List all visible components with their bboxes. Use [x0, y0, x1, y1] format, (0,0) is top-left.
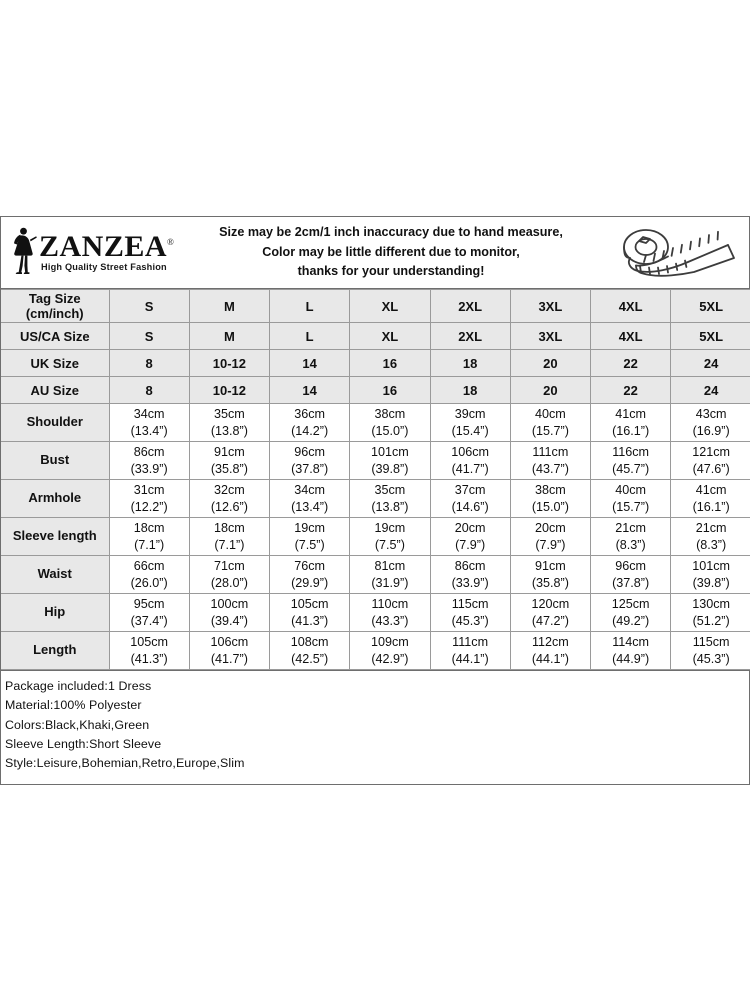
- value-cm: 101cm: [370, 445, 409, 460]
- value-inch: (12.2”): [130, 499, 168, 514]
- row-label-au-size: AU Size: [1, 377, 109, 404]
- measuring-tape-icon: [599, 225, 749, 281]
- cell: [189, 632, 269, 670]
- cell: [270, 442, 350, 480]
- value-cm: 101cm: [692, 559, 731, 574]
- value-inch: (7.9”): [455, 537, 486, 552]
- table-row: [1, 323, 750, 350]
- cell: 22: [591, 350, 671, 377]
- product-description: [1, 670, 749, 784]
- value-cm: 95cm: [133, 597, 165, 612]
- cell: [671, 518, 750, 556]
- size-table: [1, 289, 750, 670]
- cell: [671, 442, 750, 480]
- description-line-sleeve: Sleeve Length:Short Sleeve: [5, 737, 162, 752]
- cell: M: [189, 290, 269, 323]
- value-cm: 76cm: [294, 559, 326, 574]
- woman-silhouette-icon: [9, 225, 37, 280]
- value-cm: 125cm: [611, 597, 650, 612]
- table-row: [1, 518, 750, 556]
- value-inch: (39.4”): [210, 613, 248, 628]
- cell: [671, 594, 750, 632]
- cell: [510, 594, 590, 632]
- measurement-notice: [173, 223, 599, 282]
- cell: [430, 632, 510, 670]
- value-inch: (29.9”): [291, 575, 329, 590]
- cell: [591, 442, 671, 480]
- cell: 5XL: [671, 323, 750, 350]
- table-row: [1, 480, 750, 518]
- cell: [270, 556, 350, 594]
- value-inch: (14.2”): [291, 423, 329, 438]
- cell: [430, 480, 510, 518]
- row-label-us-ca-size: US/CA Size: [1, 323, 109, 350]
- row-label-armhole: Armhole: [1, 480, 109, 518]
- value-inch: (44.1”): [531, 651, 569, 666]
- value-cm: 32cm: [213, 483, 245, 498]
- cell: L: [270, 323, 350, 350]
- brand-tagline: High Quality Street Fashion: [41, 262, 167, 273]
- cell: [270, 594, 350, 632]
- value-cm: 106cm: [451, 445, 490, 460]
- value-inch: (42.5”): [291, 651, 329, 666]
- value-inch: (41.3”): [130, 651, 168, 666]
- notice-line-3: thanks for your understanding!: [297, 264, 485, 279]
- cell: [671, 404, 750, 442]
- row-label-sub: (cm/inch): [25, 306, 84, 321]
- value-cm: 21cm: [615, 521, 647, 536]
- value-cm: 96cm: [615, 559, 647, 574]
- value-cm: 41cm: [615, 407, 647, 422]
- value-inch: (14.6”): [451, 499, 489, 514]
- cell: 18: [430, 350, 510, 377]
- value-cm: 41cm: [695, 483, 727, 498]
- description-line-colors: Colors:Black,Khaki,Green: [5, 717, 150, 732]
- cell: [270, 632, 350, 670]
- notice-line-1: Size may be 2cm/1 inch inaccuracy due to hand measure,: [219, 225, 563, 240]
- cell: [350, 404, 430, 442]
- value-inch: (35.8”): [531, 575, 569, 590]
- size-table-body: [1, 290, 750, 670]
- value-cm: 130cm: [692, 597, 731, 612]
- cell: XL: [350, 323, 430, 350]
- value-cm: 20cm: [534, 521, 566, 536]
- value-inch: (43.3”): [371, 613, 409, 628]
- value-inch: (15.4”): [451, 423, 489, 438]
- value-inch: (39.8”): [692, 575, 730, 590]
- brand-logo: [1, 225, 173, 280]
- cell: [109, 518, 189, 556]
- value-inch: (15.7”): [531, 423, 569, 438]
- chart-banner: [1, 217, 749, 289]
- cell: [510, 404, 590, 442]
- value-inch: (13.4”): [130, 423, 168, 438]
- value-cm: 31cm: [133, 483, 165, 498]
- brand-name-text: ZANZEA: [39, 230, 168, 264]
- value-inch: (35.8”): [210, 461, 248, 476]
- row-label-sleeve-length: Sleeve length: [1, 518, 109, 556]
- value-inch: (31.9”): [371, 575, 409, 590]
- value-inch: (44.9”): [612, 651, 650, 666]
- value-inch: (12.6”): [210, 499, 248, 514]
- cell: S: [109, 290, 189, 323]
- cell: [430, 594, 510, 632]
- value-cm: 86cm: [454, 559, 486, 574]
- value-inch: (45.3”): [451, 613, 489, 628]
- value-cm: 115cm: [692, 635, 730, 650]
- description-line-material: Material:100% Polyester: [5, 698, 142, 713]
- value-cm: 35cm: [213, 407, 245, 422]
- value-inch: (37.8”): [291, 461, 329, 476]
- table-row: [1, 594, 750, 632]
- brand-wordmark: [39, 232, 174, 272]
- table-row: [1, 404, 750, 442]
- value-cm: 34cm: [294, 483, 326, 498]
- value-cm: 39cm: [454, 407, 486, 422]
- cell: [270, 404, 350, 442]
- value-cm: 116cm: [612, 445, 650, 460]
- value-cm: 19cm: [374, 521, 406, 536]
- value-inch: (8.3”): [615, 537, 646, 552]
- cell: [430, 404, 510, 442]
- value-cm: 106cm: [210, 635, 249, 650]
- notice-line-2: Color may be little different due to monitor,: [262, 244, 520, 259]
- cell: 2XL: [430, 290, 510, 323]
- value-cm: 108cm: [290, 635, 329, 650]
- cell: 16: [350, 377, 430, 404]
- value-cm: 91cm: [534, 559, 566, 574]
- value-cm: 86cm: [133, 445, 165, 460]
- value-cm: 19cm: [294, 521, 326, 536]
- row-label-tag-size: [1, 290, 109, 323]
- value-inch: (26.0”): [130, 575, 168, 590]
- cell: [591, 480, 671, 518]
- value-cm: 21cm: [695, 521, 727, 536]
- cell: [591, 404, 671, 442]
- cell: [350, 594, 430, 632]
- value-cm: 38cm: [534, 483, 566, 498]
- value-cm: 100cm: [210, 597, 249, 612]
- cell: 14: [270, 350, 350, 377]
- cell: [189, 556, 269, 594]
- cell: 3XL: [510, 290, 590, 323]
- value-cm: 18cm: [133, 521, 165, 536]
- value-cm: 91cm: [213, 445, 245, 460]
- cell: 10-12: [189, 350, 269, 377]
- value-inch: (37.8”): [612, 575, 650, 590]
- value-inch: (7.5”): [294, 537, 325, 552]
- value-inch: (28.0”): [210, 575, 248, 590]
- cell: [270, 518, 350, 556]
- value-cm: 40cm: [615, 483, 647, 498]
- table-row: [1, 556, 750, 594]
- value-inch: (7.5”): [374, 537, 405, 552]
- value-cm: 81cm: [374, 559, 406, 574]
- value-inch: (45.7”): [612, 461, 650, 476]
- value-inch: (41.7”): [451, 461, 489, 476]
- cell: [189, 404, 269, 442]
- cell: [591, 632, 671, 670]
- cell: 10-12: [189, 377, 269, 404]
- cell: [350, 518, 430, 556]
- value-inch: (13.8”): [371, 499, 409, 514]
- value-inch: (33.9”): [451, 575, 489, 590]
- cell: 24: [671, 377, 750, 404]
- value-inch: (15.0”): [371, 423, 409, 438]
- value-cm: 34cm: [133, 407, 165, 422]
- value-inch: (16.9”): [692, 423, 730, 438]
- value-inch: (41.7”): [210, 651, 248, 666]
- cell: [189, 518, 269, 556]
- cell: [671, 632, 750, 670]
- cell: [350, 480, 430, 518]
- cell: [189, 442, 269, 480]
- cell: 22: [591, 377, 671, 404]
- cell: [510, 556, 590, 594]
- cell: 16: [350, 350, 430, 377]
- value-cm: 111cm: [532, 445, 569, 460]
- cell: 18: [430, 377, 510, 404]
- cell: [430, 518, 510, 556]
- description-line-style: Style:Leisure,Bohemian,Retro,Europe,Slim: [5, 756, 245, 771]
- value-inch: (49.2”): [612, 613, 650, 628]
- value-cm: 20cm: [454, 521, 486, 536]
- cell: [671, 480, 750, 518]
- table-row: [1, 632, 750, 670]
- value-cm: 18cm: [213, 521, 245, 536]
- value-inch: (15.0”): [531, 499, 569, 514]
- value-cm: 111cm: [452, 635, 489, 650]
- value-inch: (41.3”): [291, 613, 329, 628]
- cell: 8: [109, 377, 189, 404]
- cell: [109, 556, 189, 594]
- value-cm: 66cm: [133, 559, 165, 574]
- cell: [109, 480, 189, 518]
- cell: XL: [350, 290, 430, 323]
- value-inch: (33.9”): [130, 461, 168, 476]
- cell: [591, 556, 671, 594]
- cell: S: [109, 323, 189, 350]
- cell: 4XL: [591, 290, 671, 323]
- value-cm: 37cm: [454, 483, 486, 498]
- value-cm: 38cm: [374, 407, 406, 422]
- value-inch: (13.4”): [291, 499, 329, 514]
- cell: 5XL: [671, 290, 750, 323]
- value-inch: (37.4”): [130, 613, 168, 628]
- value-inch: (45.3”): [692, 651, 730, 666]
- cell: [510, 442, 590, 480]
- cell: 4XL: [591, 323, 671, 350]
- value-cm: 115cm: [451, 597, 489, 612]
- cell: 24: [671, 350, 750, 377]
- cell: [671, 556, 750, 594]
- value-cm: 105cm: [130, 635, 169, 650]
- cell: M: [189, 323, 269, 350]
- cell: [430, 442, 510, 480]
- value-inch: (16.1”): [612, 423, 650, 438]
- cell: 2XL: [430, 323, 510, 350]
- cell: [189, 480, 269, 518]
- cell: [350, 632, 430, 670]
- table-row: [1, 290, 750, 323]
- cell: [270, 480, 350, 518]
- cell: [591, 594, 671, 632]
- cell: 3XL: [510, 323, 590, 350]
- cell: [591, 518, 671, 556]
- row-label-main: Tag Size: [28, 291, 81, 306]
- value-cm: 105cm: [290, 597, 329, 612]
- cell: [510, 480, 590, 518]
- table-row: [1, 442, 750, 480]
- row-label-bust: Bust: [1, 442, 109, 480]
- value-cm: 36cm: [294, 407, 326, 422]
- cell: 14: [270, 377, 350, 404]
- value-inch: (42.9”): [371, 651, 409, 666]
- cell: [109, 442, 189, 480]
- cell: L: [270, 290, 350, 323]
- cell: [350, 556, 430, 594]
- row-label-shoulder: Shoulder: [1, 404, 109, 442]
- table-row: [1, 350, 750, 377]
- cell: [510, 632, 590, 670]
- size-chart-card: [0, 216, 750, 785]
- value-inch: (7.9”): [535, 537, 566, 552]
- value-inch: (8.3”): [696, 537, 727, 552]
- value-cm: 35cm: [374, 483, 406, 498]
- cell: 20: [510, 377, 590, 404]
- cell: [109, 632, 189, 670]
- row-label-hip: Hip: [1, 594, 109, 632]
- value-cm: 114cm: [612, 635, 650, 650]
- value-inch: (47.6”): [692, 461, 730, 476]
- value-inch: (44.1”): [451, 651, 489, 666]
- value-inch: (13.8”): [210, 423, 248, 438]
- value-cm: 110cm: [371, 597, 409, 612]
- value-inch: (15.7”): [612, 499, 650, 514]
- value-cm: 40cm: [534, 407, 566, 422]
- row-label-uk-size: UK Size: [1, 350, 109, 377]
- value-cm: 71cm: [213, 559, 245, 574]
- cell: 20: [510, 350, 590, 377]
- cell: [109, 594, 189, 632]
- value-cm: 112cm: [531, 635, 569, 650]
- cell: [109, 404, 189, 442]
- value-inch: (51.2”): [692, 613, 730, 628]
- cell: [510, 518, 590, 556]
- value-inch: (39.8”): [371, 461, 409, 476]
- value-inch: (47.2”): [531, 613, 569, 628]
- cell: [350, 442, 430, 480]
- registered-mark-icon: ®: [167, 237, 175, 248]
- cell: [430, 556, 510, 594]
- table-row: [1, 377, 750, 404]
- row-label-length: Length: [1, 632, 109, 670]
- cell: [189, 594, 269, 632]
- value-inch: (43.7”): [531, 461, 569, 476]
- row-label-waist: Waist: [1, 556, 109, 594]
- brand-name: [39, 232, 174, 262]
- value-cm: 96cm: [294, 445, 326, 460]
- value-inch: (16.1”): [692, 499, 730, 514]
- value-cm: 109cm: [370, 635, 409, 650]
- value-cm: 121cm: [692, 445, 731, 460]
- value-cm: 43cm: [695, 407, 727, 422]
- value-cm: 120cm: [531, 597, 570, 612]
- cell: 8: [109, 350, 189, 377]
- value-inch: (7.1”): [134, 537, 165, 552]
- description-line-package: Package included:1 Dress: [5, 679, 152, 693]
- value-inch: (7.1”): [214, 537, 245, 552]
